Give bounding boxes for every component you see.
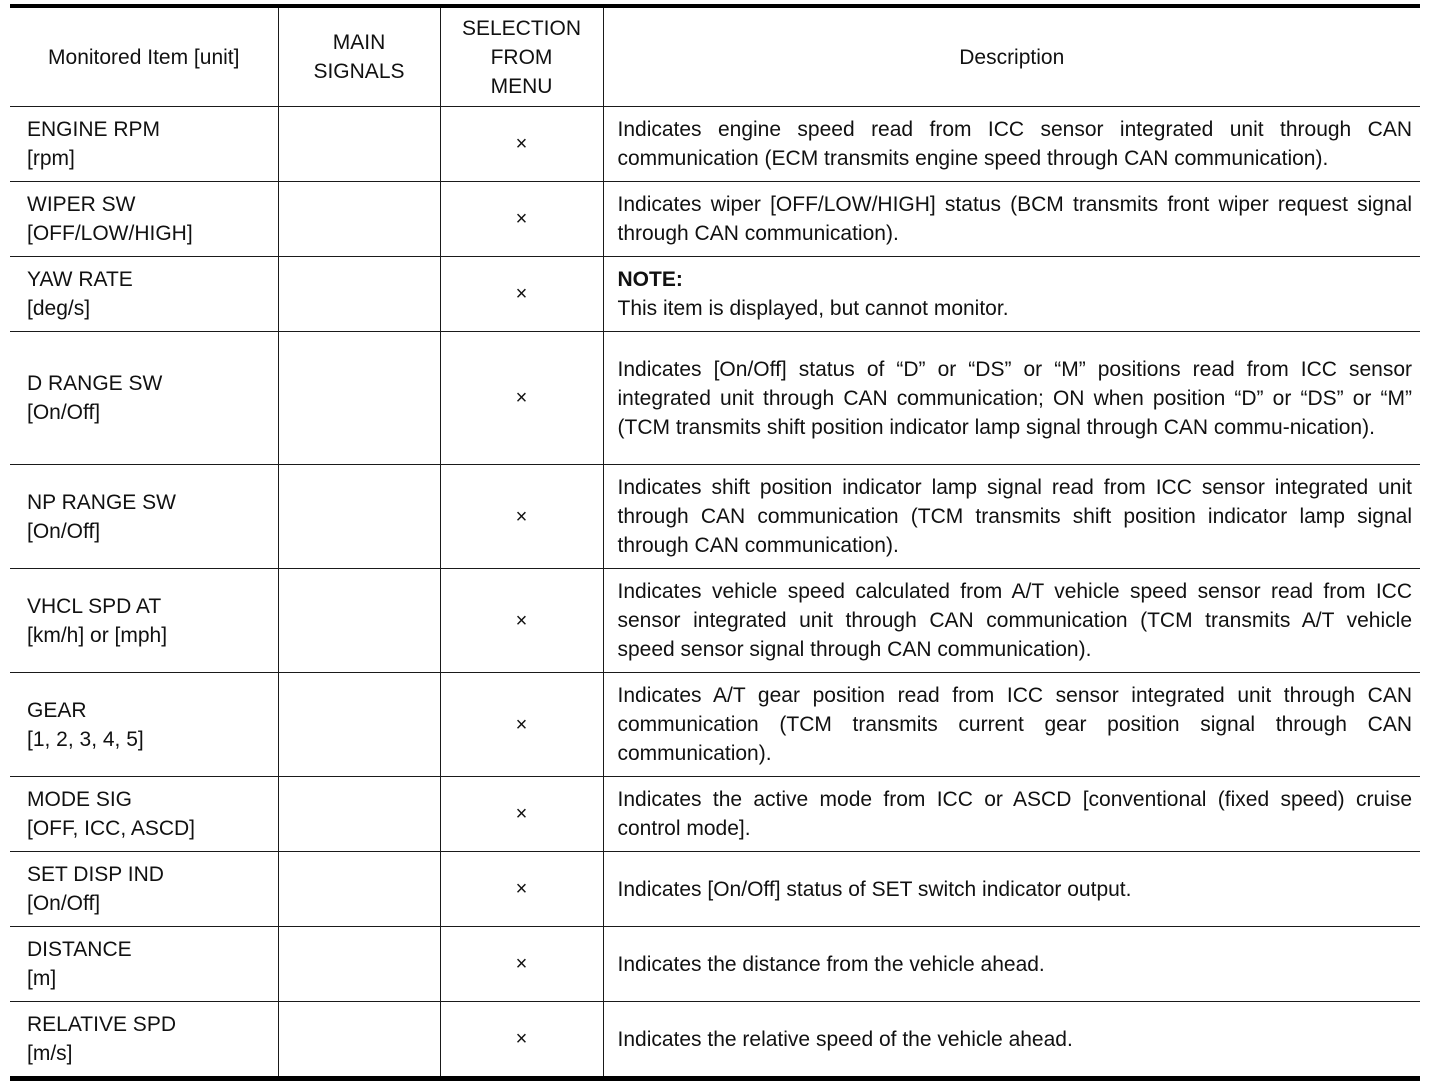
main-signal-cell [278, 569, 440, 673]
item-unit: [OFF, ICC, ASCD] [27, 817, 196, 840]
description-cell: Indicates [On/Off] status of SET switch indicator output. [603, 852, 1420, 927]
table-row [10, 673, 1420, 777]
table-row [10, 332, 1420, 465]
selection-mark: × [440, 569, 603, 673]
item-unit: [rpm] [27, 147, 75, 170]
header-selection-line-3: MENU [490, 74, 553, 98]
item-name: NP RANGE SW [27, 490, 176, 514]
main-signal-cell [278, 182, 440, 257]
description-cell: Indicates the relative speed of the vehicle ahead. [603, 1002, 1420, 1079]
table-row [10, 569, 1420, 673]
item-name: VHCL SPD AT [27, 594, 162, 618]
main-signal-cell [278, 852, 440, 927]
table-row [10, 182, 1420, 257]
description-cell: Indicates the active mode from ICC or ASCD [conventional (fixed speed) cruise control mode]. [603, 777, 1420, 852]
item-unit: [1, 2, 3, 4, 5] [27, 727, 144, 751]
item-unit: [m] [27, 967, 57, 990]
item-unit: [OFF/LOW/HIGH] [27, 222, 193, 245]
item-cell [10, 1002, 278, 1079]
note-label: NOTE: [617, 268, 683, 291]
header-main-line-1: MAIN [332, 31, 386, 54]
table-row [10, 107, 1420, 182]
item-cell [10, 332, 278, 465]
item-name: GEAR [27, 698, 87, 722]
item-cell [10, 182, 278, 257]
selection-mark: × [440, 332, 603, 465]
monitored-item-table [10, 4, 1420, 1081]
table-row [10, 927, 1420, 1002]
table-header-row [10, 6, 1420, 107]
description-cell: Indicates wiper [OFF/LOW/HIGH] status (BCM transmits front wiper request signal through CAN communication). [603, 182, 1420, 257]
item-name: ENGINE RPM [27, 118, 161, 141]
description-cell: Indicates [On/Off] status of “D” or “DS” or “M” positions read from ICC sensor integrated unit through CAN communication; ON when position “D” or “DS” or “M” (TCM transmits shift position indicator lamp signal through CAN commu-nication). [603, 332, 1420, 465]
description-cell: Indicates A/T gear position read from ICC sensor integrated unit through CAN communication (TCM transmits current gear position signal through CAN communication). [603, 673, 1420, 777]
item-name: SET DISP IND [27, 863, 164, 886]
header-description: Description [603, 6, 1420, 107]
description-cell: Indicates vehicle speed calculated from A/T vehicle speed sensor read from ICC sensor integrated unit through CAN communication (TCM transmits A/T vehicle speed sensor signal through CAN communication). [603, 569, 1420, 673]
header-selection-line-1: SELECTION [461, 16, 582, 40]
selection-mark: × [440, 465, 603, 569]
selection-mark: × [440, 673, 603, 777]
item-name: MODE SIG [27, 788, 133, 811]
note-text: This item is displayed, but cannot monitor. [617, 297, 1009, 320]
table-row [10, 257, 1420, 332]
item-unit: [On/Off] [27, 892, 101, 915]
item-cell [10, 673, 278, 777]
header-selection-line-2: FROM [490, 45, 553, 69]
item-unit: [m/s] [27, 1042, 73, 1065]
item-name: WIPER SW [27, 193, 136, 216]
item-cell [10, 927, 278, 1002]
header-selection-from-menu [440, 6, 603, 107]
item-unit: [deg/s] [27, 297, 91, 320]
main-signal-cell [278, 927, 440, 1002]
description-cell [603, 257, 1420, 332]
table-row [10, 852, 1420, 927]
table-row [10, 465, 1420, 569]
header-monitored-item: Monitored Item [unit] [10, 6, 278, 107]
header-main-signals [278, 6, 440, 107]
main-signal-cell [278, 465, 440, 569]
item-cell [10, 107, 278, 182]
table-row [10, 1002, 1420, 1079]
main-signal-cell [278, 1002, 440, 1079]
item-cell [10, 852, 278, 927]
table-row [10, 777, 1420, 852]
description-cell: Indicates engine speed read from ICC sensor integrated unit through CAN communication (ECM transmits engine speed through CAN communication). [603, 107, 1420, 182]
main-signal-cell [278, 673, 440, 777]
description-cell: Indicates the distance from the vehicle ahead. [603, 927, 1420, 1002]
item-name: DISTANCE [27, 938, 132, 961]
item-unit: [On/Off] [27, 519, 101, 543]
item-unit: [km/h] or [mph] [27, 623, 168, 647]
main-signal-cell [278, 777, 440, 852]
item-name: D RANGE SW [27, 372, 163, 395]
item-cell [10, 465, 278, 569]
main-signal-cell [278, 107, 440, 182]
item-name: YAW RATE [27, 268, 133, 291]
selection-mark: × [440, 927, 603, 1002]
item-cell [10, 777, 278, 852]
item-name: RELATIVE SPD [27, 1013, 176, 1036]
selection-mark: × [440, 182, 603, 257]
main-signal-cell [278, 332, 440, 465]
header-main-line-2: SIGNALS [313, 60, 405, 83]
main-signal-cell [278, 257, 440, 332]
selection-mark: × [440, 852, 603, 927]
selection-mark: × [440, 257, 603, 332]
description-cell: Indicates shift position indicator lamp signal read from ICC sensor integrated unit through CAN communication (TCM transmits shift position indicator lamp signal through CAN communication). [603, 465, 1420, 569]
selection-mark: × [440, 107, 603, 182]
item-unit: [On/Off] [27, 401, 101, 424]
item-cell [10, 569, 278, 673]
selection-mark: × [440, 1002, 603, 1079]
item-cell [10, 257, 278, 332]
selection-mark: × [440, 777, 603, 852]
